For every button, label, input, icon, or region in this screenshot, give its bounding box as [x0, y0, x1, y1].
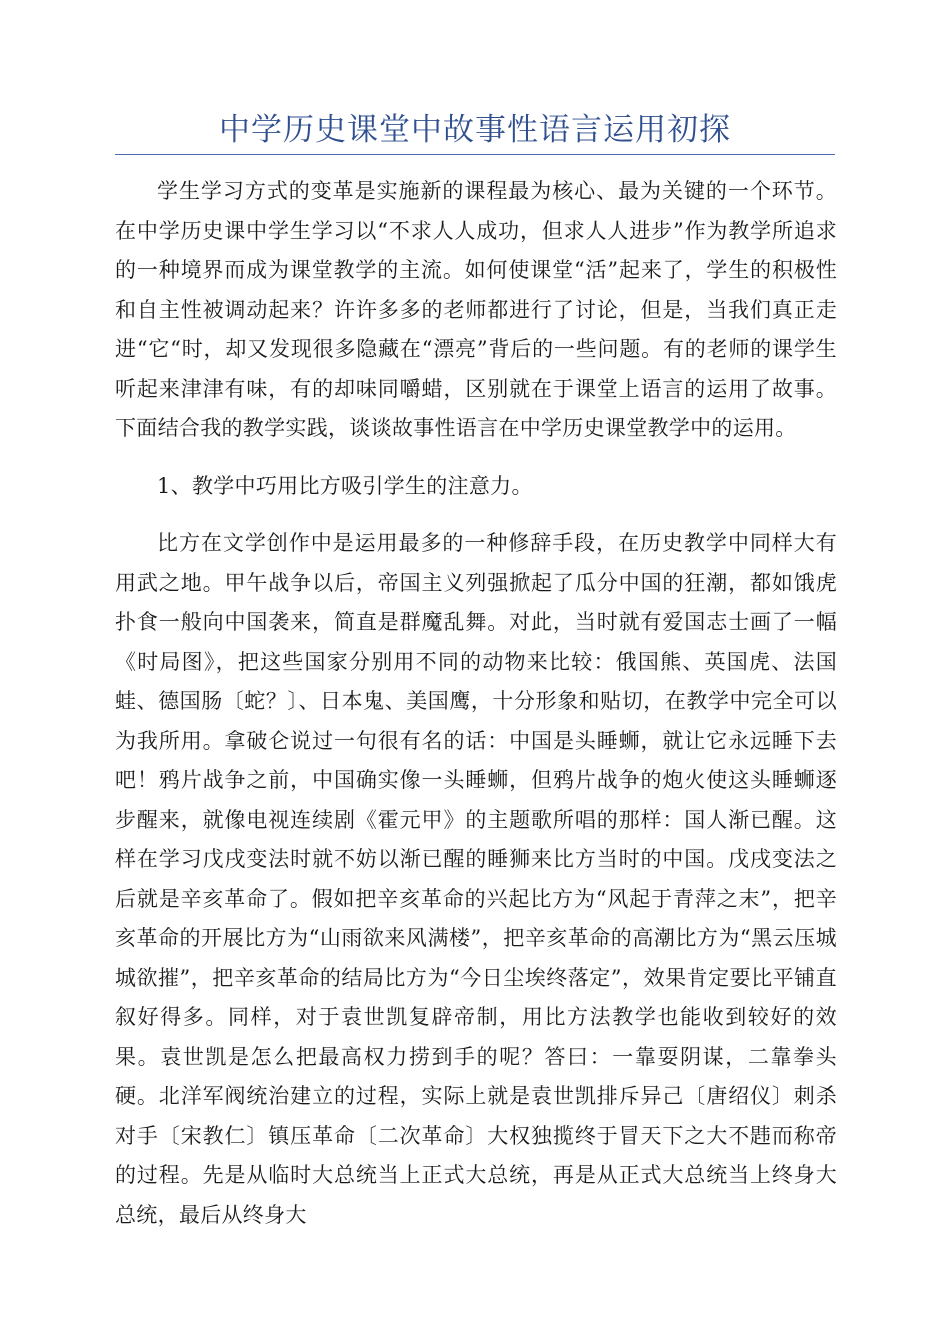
paragraph-intro: 学生学习方式的变革是实施新的课程最为核心、最为关键的一个环节。在中学历史课中学生学习以“不求人人成功，但求人人进步”作为教学所追求的一种境界而成为课堂教学的主流。如何使课堂“活”起来了，学生的积极性和自主性被调动起来？许许多多的老师都进行了讨论，但是，当我们真正走进“它“时，却又发现很多隐藏在“漂亮”背后的一些问题。有的老师的课学生听起来津津有味，有的却味同嚼蜡，区别就在于课堂上语言的运用了故事。下面结合我的教学实践，谈谈故事性语言在中学历史课堂教学中的运用。: [115, 179, 837, 440]
title-underline: [115, 154, 835, 155]
paragraph-section-heading: 1、教学中巧用比方吸引学生的注意力。: [157, 473, 533, 498]
paragraph-metaphor: 比方在文学创作中是运用最多的一种修辞手段，在历史教学中同样大有用武之地。甲午战争以后，帝国主义列强掀起了瓜分中国的狂潮，都如饿虎扑食一般向中国袭来，简直是群魔乱舞。对此，当时就有爱国志士画了一幅《时局图》，把这些国家分别用不同的动物来比较：俄国熊、英国虎、法国蛙、德国肠〔蛇？〕、日本鬼、美国鹰，十分形象和贴切，在教学中完全可以为我所用。拿破仑说过一句很有名的话：中国是头睡蛳，就让它永远睡下去吧！鸦片战争之前，中国确实像一头睡蛳，但鸦片战争的炮火使这头睡蛳逐步醒来，就像电视连续剧《霍元甲》的主题歌所唱的那样：国人渐已醒。这样在学习戊戌变法时就不妨以渐已醒的睡狮来比方当时的中国。戊戌变法之后就是辛亥革命了。假如把辛亥革命的兴起比方为“风起于青萍之末”，把辛亥革命的开展比方为“山雨欲来风满楼”，把辛亥革命的高潮比方为“黑云压城城欲摧”，把辛亥革命的结局比方为“今日尘埃终落定”，效果肯定要比平铺直叙好得多。同样，对于袁世凯复辟帝制，用比方法教学也能收到较好的效果。袁世凯是怎么把最高权力捞到手的呢？答曰：一靠耍阴谋，二靠拳头硬。北洋军阀统治建立的过程，实际上就是袁世凯排斥异己〔唐绍仪〕刺杀对手〔宋教仁〕镇压革命〔二次革命〕大权独揽终于冒天下之大不韪而称帝的过程。先是从临时大总统当上正式大总统，再是从正式大总统当上终身大总统，最后从终身大: [115, 531, 837, 1227]
page-title: 中学历史课堂中故事性语言运用初探: [219, 112, 731, 148]
article-body: [115, 172, 837, 1253]
